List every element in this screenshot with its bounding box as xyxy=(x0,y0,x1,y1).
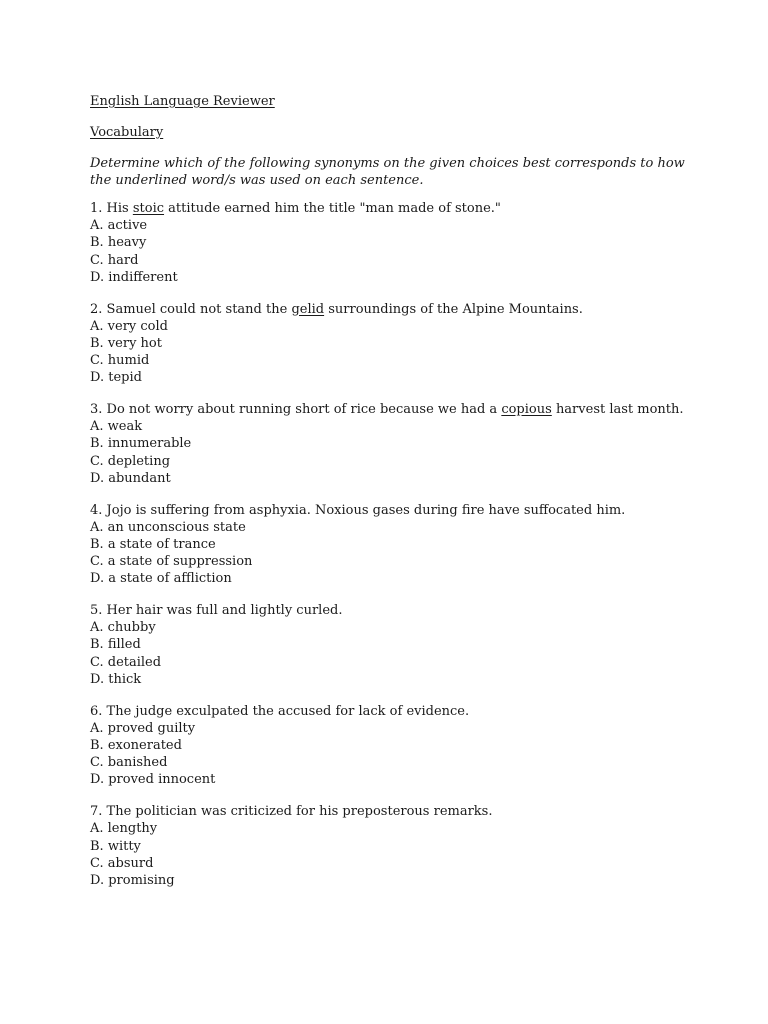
question-item xyxy=(90,301,710,387)
answer-option: D. tepid xyxy=(90,370,142,386)
question-stem xyxy=(90,502,710,519)
question-stem xyxy=(90,602,710,619)
question-item xyxy=(90,703,710,789)
document-title: English Language Reviewer xyxy=(90,94,275,109)
answer-option: D. a state of affliction xyxy=(90,571,232,587)
question-stem xyxy=(90,703,710,720)
question-text: Samuel could not stand the xyxy=(106,301,288,317)
question-number: 6. xyxy=(90,703,103,719)
answer-option: C. banished xyxy=(90,755,168,771)
question-item xyxy=(90,502,710,588)
section-title: Vocabulary xyxy=(90,125,164,140)
question-number: 3. xyxy=(90,402,103,418)
answer-option: B. a state of trance xyxy=(90,536,216,552)
answer-option: C. humid xyxy=(90,353,150,369)
question-text: Do not worry about running short of rice because we had a xyxy=(106,402,498,418)
answer-option: B. innumerable xyxy=(90,436,192,452)
answer-option: A. an unconscious state xyxy=(90,519,246,535)
question-number: 4. xyxy=(90,502,103,518)
question-text: Her hair was full and lightly curled. xyxy=(106,603,343,619)
underlined-word: gelid xyxy=(291,301,325,317)
answer-option: A. chubby xyxy=(90,620,156,636)
answer-option: B. filled xyxy=(90,637,141,653)
question-text-end: attitude earned him the title "man made of stone." xyxy=(168,201,501,216)
question-text-end: harvest last month. xyxy=(555,402,684,418)
underlined-word: copious xyxy=(501,402,552,418)
answer-option: B. heavy xyxy=(90,235,147,251)
question-number: 2. xyxy=(90,301,103,317)
question-number: 7. xyxy=(90,804,103,820)
answer-option: A. very cold xyxy=(90,318,168,334)
question-stem xyxy=(90,301,710,318)
question-text: The politician was criticized for his preposterous remarks. xyxy=(106,804,493,820)
question-stem xyxy=(90,803,710,820)
answer-option: A. proved guilty xyxy=(90,720,196,736)
answer-option: C. depleting xyxy=(90,453,171,469)
answer-option: B. very hot xyxy=(90,335,162,351)
question-item xyxy=(90,602,710,688)
underlined-word: stoic xyxy=(132,201,165,216)
answer-option: D. abundant xyxy=(90,470,171,486)
question-list xyxy=(90,200,710,889)
question-item xyxy=(90,401,710,487)
question-text: The judge exculpated the accused for lack of evidence. xyxy=(106,703,470,719)
question-text: His xyxy=(106,201,129,216)
instructions: Determine which of the following synonyms on the given choices best corresponds to how the underlined word/s was used on each sentence. xyxy=(90,156,685,188)
answer-option: C. hard xyxy=(90,252,139,268)
question-text-end: surroundings of the Alpine Mountains. xyxy=(328,301,583,317)
answer-option: C. a state of suppression xyxy=(90,554,253,570)
question-item xyxy=(90,200,710,286)
question-number: 1. xyxy=(90,201,103,216)
question-number: 5. xyxy=(90,603,103,619)
question-item xyxy=(90,803,710,889)
answer-option: A. weak xyxy=(90,419,143,435)
answer-option: D. promising xyxy=(90,872,175,888)
answer-option: D. thick xyxy=(90,671,142,687)
answer-option: D. proved innocent xyxy=(90,772,216,788)
answer-option: A. active xyxy=(90,218,148,234)
answer-option: A. lengthy xyxy=(90,821,158,837)
answer-option: C. detailed xyxy=(90,654,162,670)
answer-option: B. exonerated xyxy=(90,737,182,753)
document-page xyxy=(90,93,710,904)
answer-option: B. witty xyxy=(90,838,141,854)
answer-option: C. absurd xyxy=(90,855,154,871)
question-stem xyxy=(90,401,710,418)
question-text: Jojo is suffering from asphyxia. Noxious gases during fire have suffocated him. xyxy=(106,502,626,518)
answer-option: D. indifferent xyxy=(90,269,178,285)
question-stem xyxy=(90,200,710,217)
